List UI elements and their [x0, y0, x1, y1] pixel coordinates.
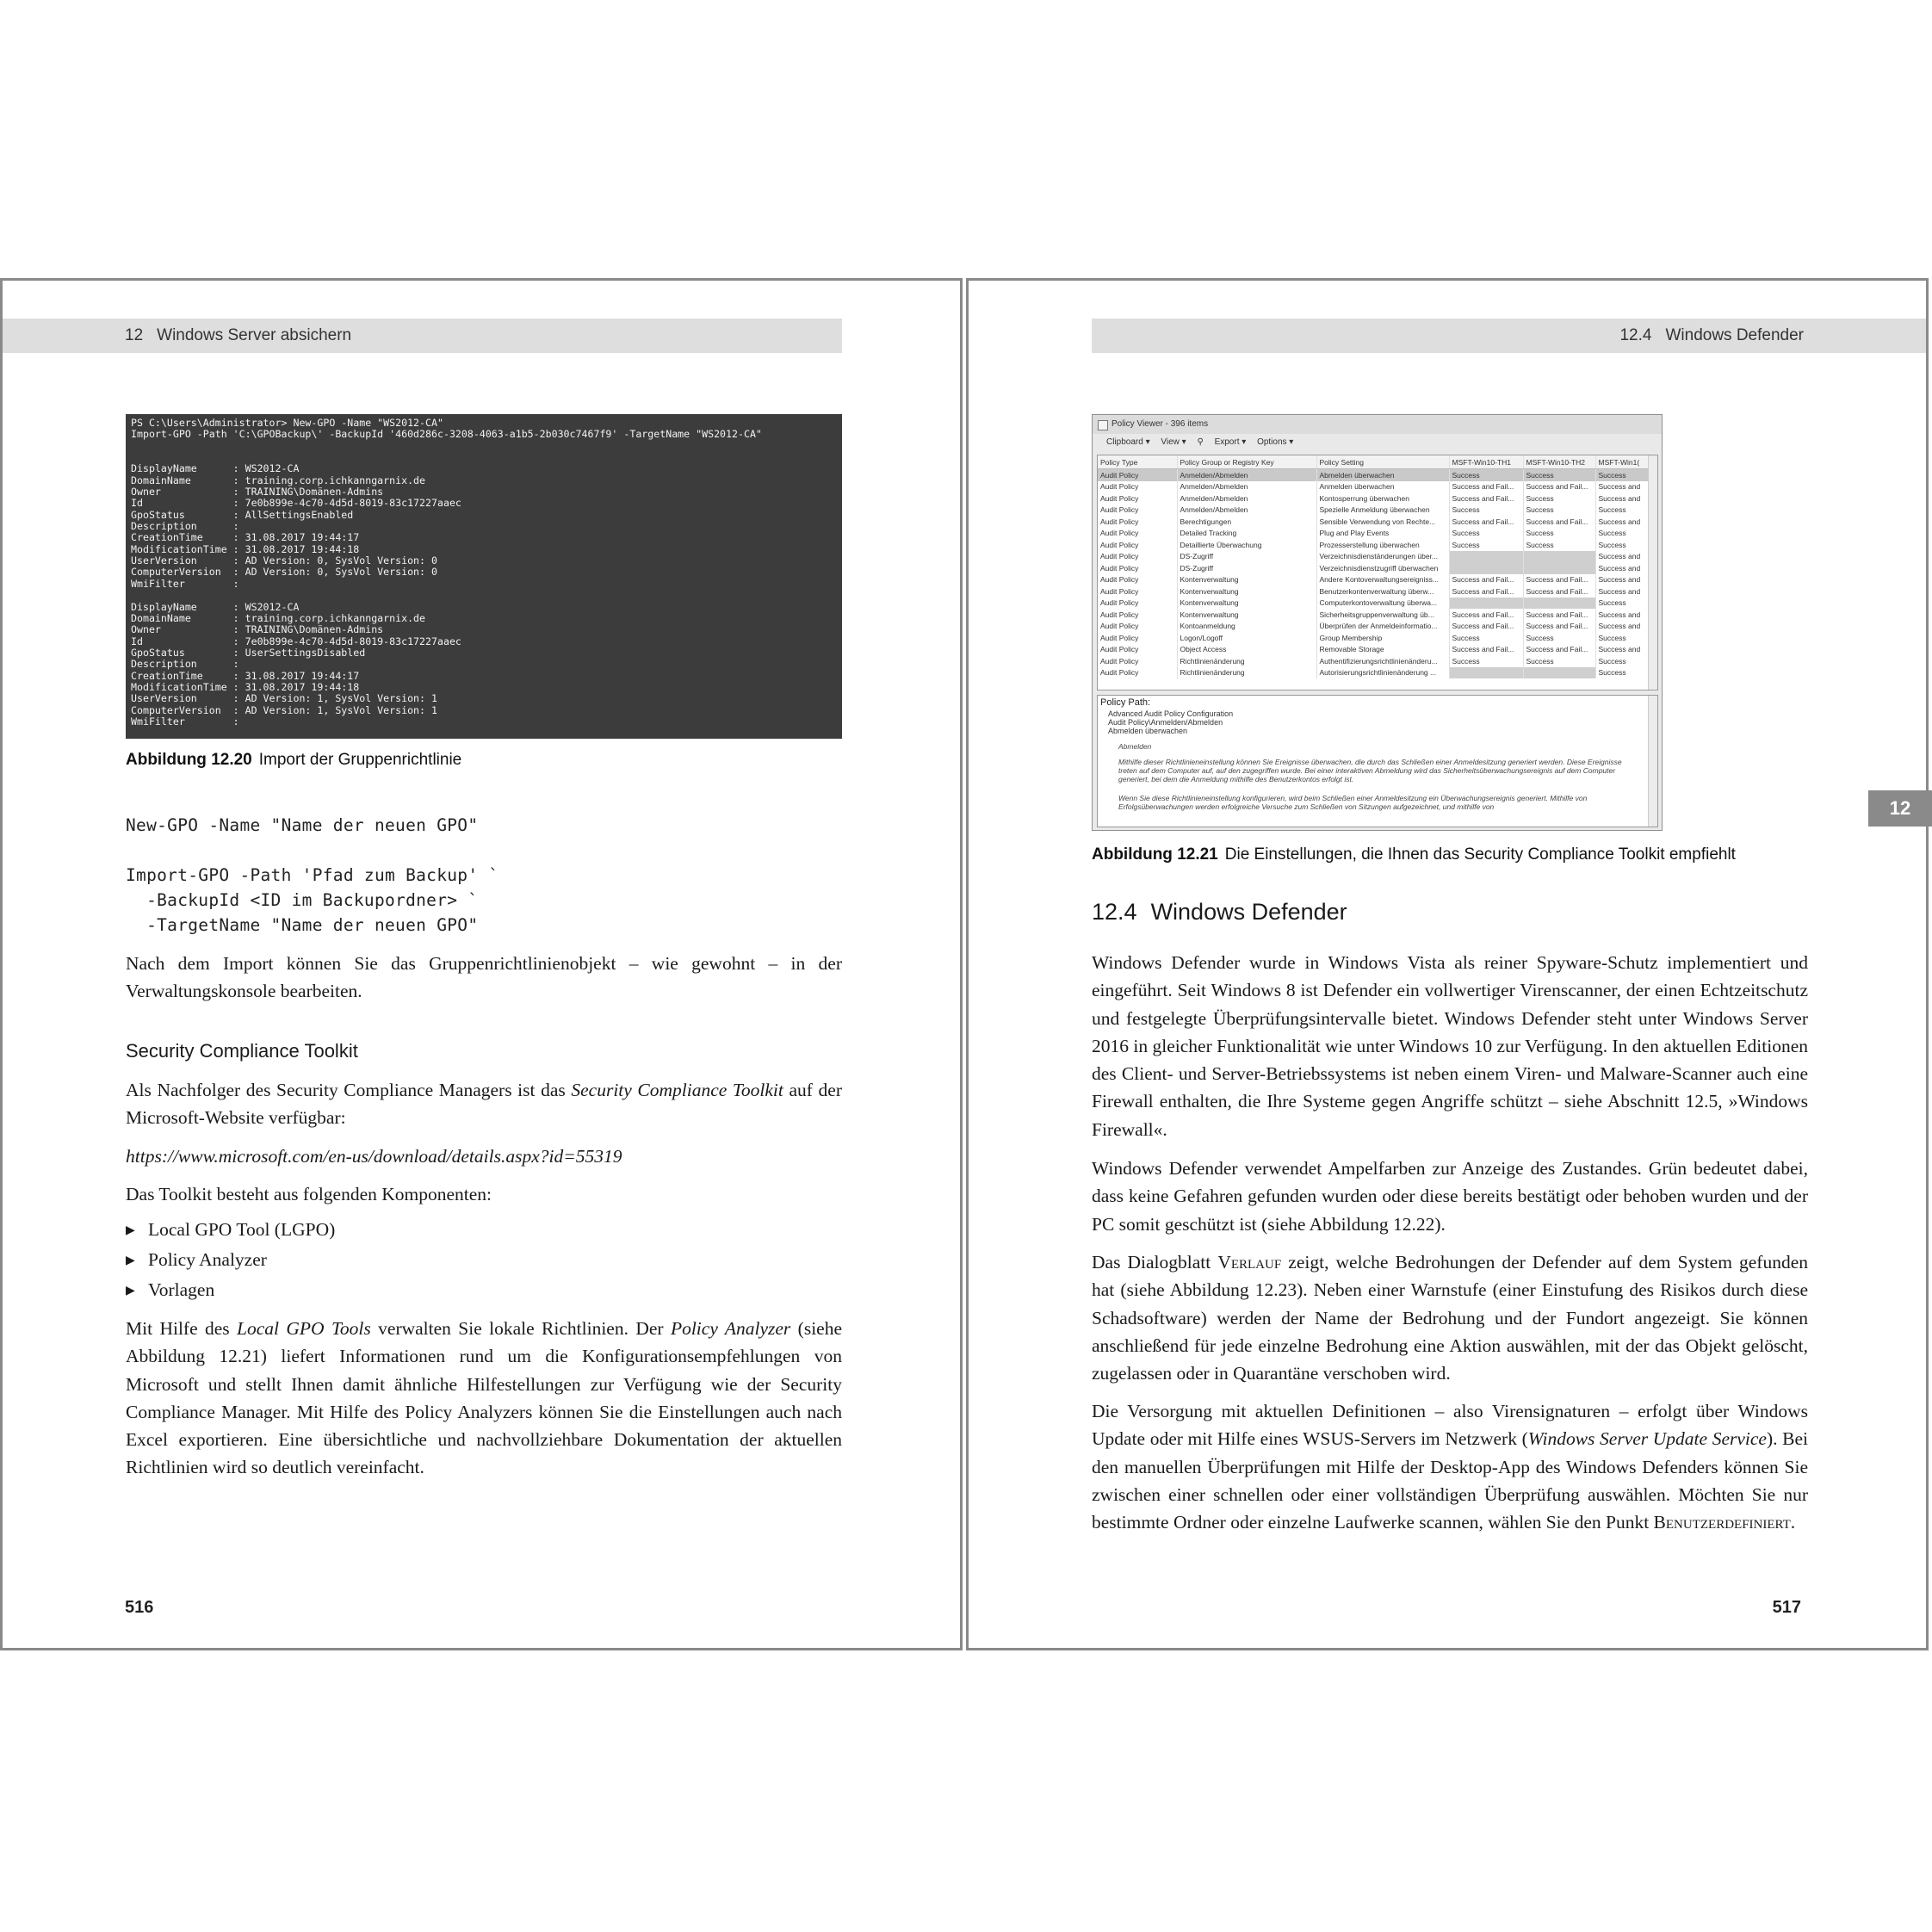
table-cell: Audit Policy: [1098, 667, 1177, 679]
table-row[interactable]: [1098, 469, 1649, 481]
table-cell: Audit Policy: [1098, 492, 1177, 505]
table-cell: Success: [1449, 655, 1523, 667]
table-cell: Success: [1595, 632, 1649, 644]
ui-term: Benutzerdefiniert: [1653, 1512, 1791, 1533]
bullet-triangle-icon: ▶: [126, 1224, 135, 1237]
powershell-screenshot: [126, 414, 842, 739]
paragraph-traffic-lights: Windows Defender verwendet Ampelfarben zur Anzeige des Zustandes. Grün bedeutet dabei, dass keine Gefahren gefunden wurden oder diese bereits bestätigt oder behoben wurden und der PC somit geschützt ist (siehe Abbildung 12.22).: [1092, 1158, 1808, 1235]
section-heading-title: Windows Defender: [1150, 899, 1347, 925]
terminal-line: DisplayName : WS2012-CA: [131, 462, 300, 475]
table-cell: Success: [1449, 632, 1523, 644]
terminal-line: PS C:\Users\Administrator> New-GPO -Name "WS2012-CA": [131, 417, 443, 429]
vertical-scrollbar[interactable]: [1648, 696, 1657, 827]
ui-term: Verlauf: [1217, 1252, 1282, 1273]
table-cell: Success: [1595, 655, 1649, 667]
table-cell: Sensible Verwendung von Rechte...: [1316, 516, 1449, 528]
table-cell: Success: [1449, 539, 1523, 551]
table-row[interactable]: [1098, 551, 1649, 563]
column-header[interactable]: MSFT-Win10-TH1: [1449, 455, 1523, 469]
terminal-line: GpoStatus : AllSettingsEnabled: [131, 508, 354, 521]
list-item: [126, 1249, 267, 1271]
paragraph-lgpo: [126, 1315, 842, 1482]
terminal-line: CreationTime : 31.08.2017 19:44:17: [131, 669, 360, 682]
table-row[interactable]: [1098, 655, 1649, 667]
table-cell: Audit Policy: [1098, 598, 1177, 610]
table-cell: Audit Policy: [1098, 516, 1177, 528]
terminal-line: [131, 452, 837, 463]
column-header[interactable]: Policy Type: [1098, 455, 1177, 469]
list-item-text: Local GPO Tool (LGPO): [148, 1219, 336, 1240]
table-cell: Spezielle Anmeldung überwachen: [1316, 505, 1449, 517]
table-cell: Audit Policy: [1098, 621, 1177, 633]
text-run: Die Versorgung mit aktuellen Definitionen – also Virensignaturen – erfolgt über Windows Update oder mit Hilfe eines WSUS-Servers im Netzwerk (: [1092, 1401, 1808, 1450]
table-row[interactable]: [1098, 574, 1649, 586]
menu-view[interactable]: View ▾: [1161, 437, 1186, 447]
terminal-line: ModificationTime : 31.08.2017 19:44:18: [131, 542, 360, 555]
table-cell: Success and: [1595, 609, 1649, 621]
table-cell: DS-Zugriff: [1177, 562, 1316, 574]
table-cell: Audit Policy: [1098, 655, 1177, 667]
chapter-number: 12: [125, 326, 144, 344]
table-cell: Success and Fail...: [1449, 621, 1523, 633]
running-header: [1092, 319, 1929, 353]
table-cell: Verzeichnisdienstzugriff überwachen: [1316, 562, 1449, 574]
table-cell: Berechtigungen: [1177, 516, 1316, 528]
code-listing: [126, 813, 498, 938]
table-cell: Richtlinienänderung: [1177, 667, 1316, 679]
table-cell: Kontenverwaltung: [1177, 598, 1316, 610]
paragraph-import: Nach dem Import können Sie das Gruppenrichtlinienobjekt – wie gewohnt – in der Verwaltungskonsole bearbeiten.: [126, 953, 842, 1002]
figure-label: Abbildung 12.21: [1092, 845, 1218, 864]
text-run: auf der Microsoft-Website verfügbar:: [126, 1080, 843, 1129]
table-cell: Success and Fail...: [1449, 609, 1523, 621]
table-cell: Success and: [1595, 481, 1649, 493]
vertical-scrollbar[interactable]: [1648, 455, 1657, 690]
window-title: Policy Viewer - 396 items: [1112, 419, 1209, 429]
figure-caption-12-21: [1092, 845, 1736, 864]
table-cell: Removable Storage: [1316, 644, 1449, 656]
table-row[interactable]: [1098, 562, 1649, 574]
column-header[interactable]: Policy Setting: [1316, 455, 1449, 469]
table-cell: Kontenverwaltung: [1177, 585, 1316, 598]
table-cell: Audit Policy: [1098, 644, 1177, 656]
terminal-line: Description :: [131, 520, 239, 533]
policy-description: Wenn Sie diese Richtlinieneinstellung konfigurieren, wird beim Schließen einer Anmeldesitzung ein Überwachungsereignis generiert. Mithilfe von Erfolgsüberwachungen werden erfolgreiche Versuche zum Schließen von Sitzungen aufgezeichnet, und mithilfe von: [1118, 794, 1588, 811]
table-cell: Anmelden/Abmelden: [1177, 492, 1316, 505]
table-cell: Success and: [1595, 516, 1649, 528]
running-header: [3, 319, 842, 353]
table-cell: Authentifizierungsrichtlinienänderu...: [1316, 655, 1449, 667]
table-cell: Kontosperrung überwachen: [1316, 492, 1449, 505]
table-cell: Success: [1523, 469, 1595, 481]
terminal-line: GpoStatus : UserSettingsDisabled: [131, 646, 366, 659]
table-cell: Success: [1449, 505, 1523, 517]
terminal-line: ComputerVersion : AD Version: 0, SysVol Version: 0: [131, 566, 437, 579]
binoculars-icon[interactable]: ⚲: [1197, 437, 1204, 447]
terminal-line: DisplayName : WS2012-CA: [131, 600, 300, 613]
download-url[interactable]: [126, 1142, 842, 1170]
table-cell: Success and Fail...: [1449, 585, 1523, 598]
table-cell: Logon/Logoff: [1177, 632, 1316, 644]
code-line: [126, 838, 498, 863]
table-cell: Audit Policy: [1098, 505, 1177, 517]
terminal-line: ComputerVersion : AD Version: 1, SysVol Version: 1: [131, 703, 437, 716]
table-cell: [1449, 598, 1523, 610]
paragraph-definitions: [1092, 1397, 1808, 1536]
table-cell: Success: [1523, 632, 1595, 644]
table-cell: Success and Fail...: [1449, 492, 1523, 505]
policy-name: Abmelden: [1118, 742, 1152, 751]
table-cell: Autorisierungsrichtlinienänderung ...: [1316, 667, 1449, 679]
terminal-line: WmiFilter :: [131, 715, 239, 728]
table-cell: Success and: [1595, 621, 1649, 633]
chapter-title: Windows Server absichern: [157, 326, 352, 344]
table-row[interactable]: [1098, 667, 1649, 679]
policy-path-heading: Policy Path:: [1100, 697, 1151, 708]
figure-caption-text: Import der Gruppenrichtlinie: [258, 751, 462, 769]
table-cell: Abmelden überwachen: [1316, 469, 1449, 481]
table-cell: Audit Policy: [1098, 562, 1177, 574]
terminal-line: Owner : TRAINING\Domänen-Admins: [131, 623, 384, 636]
table-cell: Success and Fail...: [1449, 481, 1523, 493]
right-page: [966, 278, 1929, 1650]
table-cell: Audit Policy: [1098, 469, 1177, 481]
terminal-line: DomainName : training.corp.ichkanngarnix.de: [131, 611, 426, 624]
terminal-line: Owner : TRAINING\Domänen-Admins: [131, 486, 384, 498]
code-line: Import-GPO -Path 'Pfad zum Backup' `: [126, 865, 499, 885]
terminal-line: UserVersion : AD Version: 0, SysVol Version: 0: [131, 554, 437, 567]
table-cell: Success and Fail...: [1523, 574, 1595, 586]
terminal-line: Import-GPO -Path 'C:\GPOBackup\' -BackupId '460d286c-3208-4063-a1b5-2b030c7467f9' -TargetName "WS2012-CA": [131, 428, 762, 441]
table-cell: Success: [1449, 469, 1523, 481]
table-row[interactable]: [1098, 598, 1649, 610]
table-cell: Success and: [1595, 585, 1649, 598]
paragraph-defender-intro: Windows Defender wurde in Windows Vista als reiner Spyware-Schutz implementiert und eingeführt. Seit Windows 8 ist Defender ein vollwertiger Virenscanner, der einen Echtzeitschutz und festgelegte Überprüfungsintervalle bietet. Windows Defender steht unter Windows Server 2016 in gleicher Funktionalität wie unter Windows 10 zur Verfügung. In den aktuellen Editionen des Client- und Server-Betriebssystems ist neben einem Viren- und Malware-Scanner auch eine Firewall enthalten, die Ihre Systeme gegen Angriffe schützt – siehe Abschnitt 12.5, »Windows Firewall«.: [1092, 952, 1808, 1140]
paragraph-successor: [126, 1076, 842, 1132]
figure-caption-text: Die Einstellungen, die Ihnen das Security Compliance Toolkit empfiehlt: [1224, 845, 1736, 864]
paragraph-history: [1092, 1248, 1808, 1387]
table-cell: Audit Policy: [1098, 609, 1177, 621]
table-cell: Detailed Tracking: [1177, 528, 1316, 540]
policy-description: Mithilfe dieser Richtlinieneinstellung können Sie Ereignisse überwachen, die durch das Schließen einer Anmeldesitzung generiert werden. Diese Ereignisse treten auf dem Computer auf, auf den zugegriffen wurde. Bei einer interaktiven Abmeldung wird das Sicherheitsüberwachungsereignis auf dem Computer generiert, bei dem die Anmeldung mithilfe des Benutzerkontos erfolgt ist.: [1118, 758, 1622, 783]
table-cell: Audit Policy: [1098, 481, 1177, 493]
table-cell: [1449, 562, 1523, 574]
table-row[interactable]: [1098, 516, 1649, 528]
figure-caption-12-20: [126, 751, 461, 770]
table-cell: Success: [1523, 528, 1595, 540]
policy-grid: [1097, 455, 1658, 690]
terminal-line: WmiFilter :: [131, 577, 239, 590]
terminal-line: CreationTime : 31.08.2017 19:44:17: [131, 531, 360, 544]
table-cell: Audit Policy: [1098, 585, 1177, 598]
table-cell: Success: [1595, 469, 1649, 481]
table-cell: Success and Fail...: [1449, 574, 1523, 586]
table-row[interactable]: [1098, 585, 1649, 598]
table-cell: Plug and Play Events: [1316, 528, 1449, 540]
table-cell: Success and Fail...: [1523, 644, 1595, 656]
menu-options[interactable]: Options ▾: [1257, 437, 1294, 447]
table-cell: [1523, 562, 1595, 574]
table-cell: Success and Fail...: [1449, 644, 1523, 656]
table-cell: Audit Policy: [1098, 551, 1177, 563]
table-cell: Success: [1595, 528, 1649, 540]
policy-table: [1098, 455, 1650, 678]
terminal-line: DomainName : training.corp.ichkanngarnix.de: [131, 474, 426, 486]
table-cell: Verzeichnisdienständerungen über...: [1316, 551, 1449, 563]
table-row[interactable]: [1098, 492, 1649, 505]
table-cell: Success and Fail...: [1523, 621, 1595, 633]
page-number: 517: [1772, 1598, 1801, 1617]
table-cell: Audit Policy: [1098, 574, 1177, 586]
table-cell: Success and: [1595, 574, 1649, 586]
table-row[interactable]: [1098, 528, 1649, 540]
table-cell: [1523, 551, 1595, 563]
table-cell: [1523, 598, 1595, 610]
column-header[interactable]: MSFT-Win1(: [1595, 455, 1649, 469]
table-cell: Success: [1523, 505, 1595, 517]
table-cell: Richtlinienänderung: [1177, 655, 1316, 667]
table-cell: Kontoanmeldung: [1177, 621, 1316, 633]
table-cell: Anmelden/Abmelden: [1177, 469, 1316, 481]
paragraph-components: Das Toolkit besteht aus folgenden Komponenten:: [126, 1184, 492, 1204]
table-cell: Success and: [1595, 492, 1649, 505]
toolbar-menu: [1106, 437, 1302, 447]
table-cell: Success: [1595, 539, 1649, 551]
table-cell: DS-Zugriff: [1177, 551, 1316, 563]
list-item-text: Policy Analyzer: [148, 1249, 267, 1270]
policy-path-line: Abmelden überwachen: [1108, 727, 1188, 735]
menu-export[interactable]: Export ▾: [1214, 437, 1247, 447]
terminal-line: Id : 7e0b899e-4c70-4d5d-8019-83c17227aaec: [131, 635, 461, 647]
code-line: New-GPO -Name "Name der neuen GPO": [126, 815, 479, 835]
table-row[interactable]: [1098, 609, 1649, 621]
table-cell: Success: [1523, 655, 1595, 667]
policy-path-line: Audit Policy\Anmelden/Abmelden: [1108, 718, 1223, 727]
table-cell: Kontenverwaltung: [1177, 574, 1316, 586]
terminal-line: UserVersion : AD Version: 1, SysVol Version: 1: [131, 692, 437, 705]
table-cell: Anmelden/Abmelden: [1177, 505, 1316, 517]
menu-clipboard[interactable]: Clipboard ▾: [1106, 437, 1150, 447]
policy-path-line: Advanced Audit Policy Configuration: [1108, 709, 1234, 718]
table-cell: [1523, 667, 1595, 679]
subheading-sct: Security Compliance Toolkit: [126, 1040, 358, 1062]
table-row[interactable]: [1098, 644, 1649, 656]
table-cell: Success and Fail...: [1523, 609, 1595, 621]
terminal-line: Id : 7e0b899e-4c70-4d5d-8019-83c17227aaec: [131, 497, 461, 510]
list-item: [126, 1219, 335, 1241]
table-cell: Anmelden/Abmelden: [1177, 481, 1316, 493]
section-header-title: Windows Defender: [1665, 326, 1804, 344]
table-cell: Kontenverwaltung: [1177, 609, 1316, 621]
table-cell: Überprüfen der Anmeldeinformatio...: [1316, 621, 1449, 633]
section-heading-number: 12.4: [1092, 899, 1137, 925]
text-run: Als Nachfolger des Security Compliance Managers ist das: [126, 1080, 572, 1100]
list-item: [126, 1279, 214, 1301]
text-run: Mit Hilfe des: [126, 1318, 238, 1339]
table-cell: Andere Kontoverwaltungsereigniss...: [1316, 574, 1449, 586]
url-text[interactable]: https://www.microsoft.com/en-us/download/details.aspx?id=55319: [126, 1146, 622, 1167]
table-cell: Success: [1523, 539, 1595, 551]
table-cell: Anmelden überwachen: [1316, 481, 1449, 493]
left-page: [0, 278, 963, 1650]
list-item-text: Vorlagen: [148, 1279, 215, 1300]
table-row[interactable]: [1098, 539, 1649, 551]
text-run: verwalten Sie lokale Richtlinien. Der: [370, 1318, 671, 1339]
table-row[interactable]: [1098, 621, 1649, 633]
table-cell: [1449, 551, 1523, 563]
chapter-thumb-tab: 12: [1868, 790, 1932, 827]
table-row[interactable]: [1098, 481, 1649, 493]
table-cell: Object Access: [1177, 644, 1316, 656]
text-run: (siehe Abbildung 12.21) liefert Informationen rund um die Konfigurationsempfehlungen von Microsoft und stellt Ihnen damit ähnliche Hilfestellungen zur Verfügung wie der Security Compliance Manager. Mit Hilfe des Policy Analyzers können Sie die Einstellungen auch nach Excel exportieren. Eine übersichtliche und nachvollziehbare Dokumentation der aktuellen Richtlinien wird so deutlich vereinfacht.: [126, 1318, 843, 1478]
table-cell: Success: [1595, 598, 1649, 610]
table-cell: Group Membership: [1316, 632, 1449, 644]
page-number: 516: [125, 1598, 154, 1617]
table-cell: Success and Fail...: [1449, 516, 1523, 528]
table-cell: Success: [1449, 528, 1523, 540]
text-run: zeigt, welche Bedrohungen der Defender auf dem System gefunden hat (siehe Abbildung 12.23). Neben einer Warnstufe (einer Einstufung des Risikos durch diese Schadsoftware) werden der Name der Bedrohung und der Fundort angezeigt. Sie können anschließend für jede einzelne Bedrohung eine Aktion auswählen, mit der das Objekt gelöscht, zugelassen oder in Quarantäne verschoben wird.: [1092, 1252, 1808, 1384]
table-cell: Success: [1595, 667, 1649, 679]
table-cell: Audit Policy: [1098, 528, 1177, 540]
table-cell: Success: [1523, 492, 1595, 505]
table-cell: Success: [1595, 505, 1649, 517]
table-cell: Audit Policy: [1098, 539, 1177, 551]
terminal-line: [131, 590, 837, 601]
table-cell: Success and: [1595, 644, 1649, 656]
table-cell: Success and: [1595, 562, 1649, 574]
terminal-line: ModificationTime : 31.08.2017 19:44:18: [131, 680, 360, 693]
emphasis-text: Local GPO Tools: [237, 1318, 371, 1339]
policy-viewer-screenshot: [1092, 414, 1663, 831]
table-row[interactable]: [1098, 505, 1649, 517]
table-cell: [1449, 667, 1523, 679]
emphasis-text: Windows Server Update Service: [1527, 1428, 1767, 1450]
figure-label: Abbildung 12.20: [126, 751, 252, 769]
section-heading: [1092, 899, 1347, 926]
bullet-triangle-icon: ▶: [126, 1254, 135, 1267]
table-cell: Success and: [1595, 551, 1649, 563]
table-row[interactable]: [1098, 632, 1649, 644]
table-cell: Success and Fail...: [1523, 481, 1595, 493]
code-line: -BackupId <ID im Backupordner> `: [126, 890, 479, 910]
terminal-line: Description :: [131, 658, 239, 671]
table-cell: Audit Policy: [1098, 632, 1177, 644]
column-header[interactable]: MSFT-Win10-TH2: [1523, 455, 1595, 469]
table-cell: Success and Fail...: [1523, 585, 1595, 598]
column-header[interactable]: Policy Group or Registry Key: [1177, 455, 1316, 469]
terminal-line: [131, 441, 837, 452]
policy-detail-pane: [1097, 695, 1658, 827]
table-cell: Detaillierte Überwachung: [1177, 539, 1316, 551]
text-run: Das Dialogblatt: [1092, 1252, 1218, 1273]
bullet-triangle-icon: ▶: [126, 1285, 135, 1297]
table-cell: Sicherheitsgruppenverwaltung üb...: [1316, 609, 1449, 621]
text-run: ). Bei den manuellen Überprüfungen mit Hilfe der Desktop-App des Windows Defenders können Sie zwischen einer schnellen oder einer vollständigen Überprüfung auswählen. Möchten Sie nur bestimmte Ordner oder einzelne Laufwerke scannen, wählen Sie den Punkt: [1092, 1428, 1808, 1533]
code-line: -TargetName "Name der neuen GPO": [126, 915, 479, 935]
text-run: .: [1790, 1512, 1796, 1533]
table-cell: Prozesserstellung überwachen: [1316, 539, 1449, 551]
emphasis-text: Policy Analyzer: [670, 1318, 791, 1339]
section-number: 12.4: [1619, 326, 1652, 344]
app-icon: [1098, 420, 1108, 430]
table-cell: Success and Fail...: [1523, 516, 1595, 528]
table-cell: Benutzerkontenverwaltung überw...: [1316, 585, 1449, 598]
table-cell: Computerkontoverwaltung überwa...: [1316, 598, 1449, 610]
emphasis-text: Security Compliance Toolkit: [571, 1080, 783, 1100]
window-titlebar: [1093, 415, 1662, 434]
